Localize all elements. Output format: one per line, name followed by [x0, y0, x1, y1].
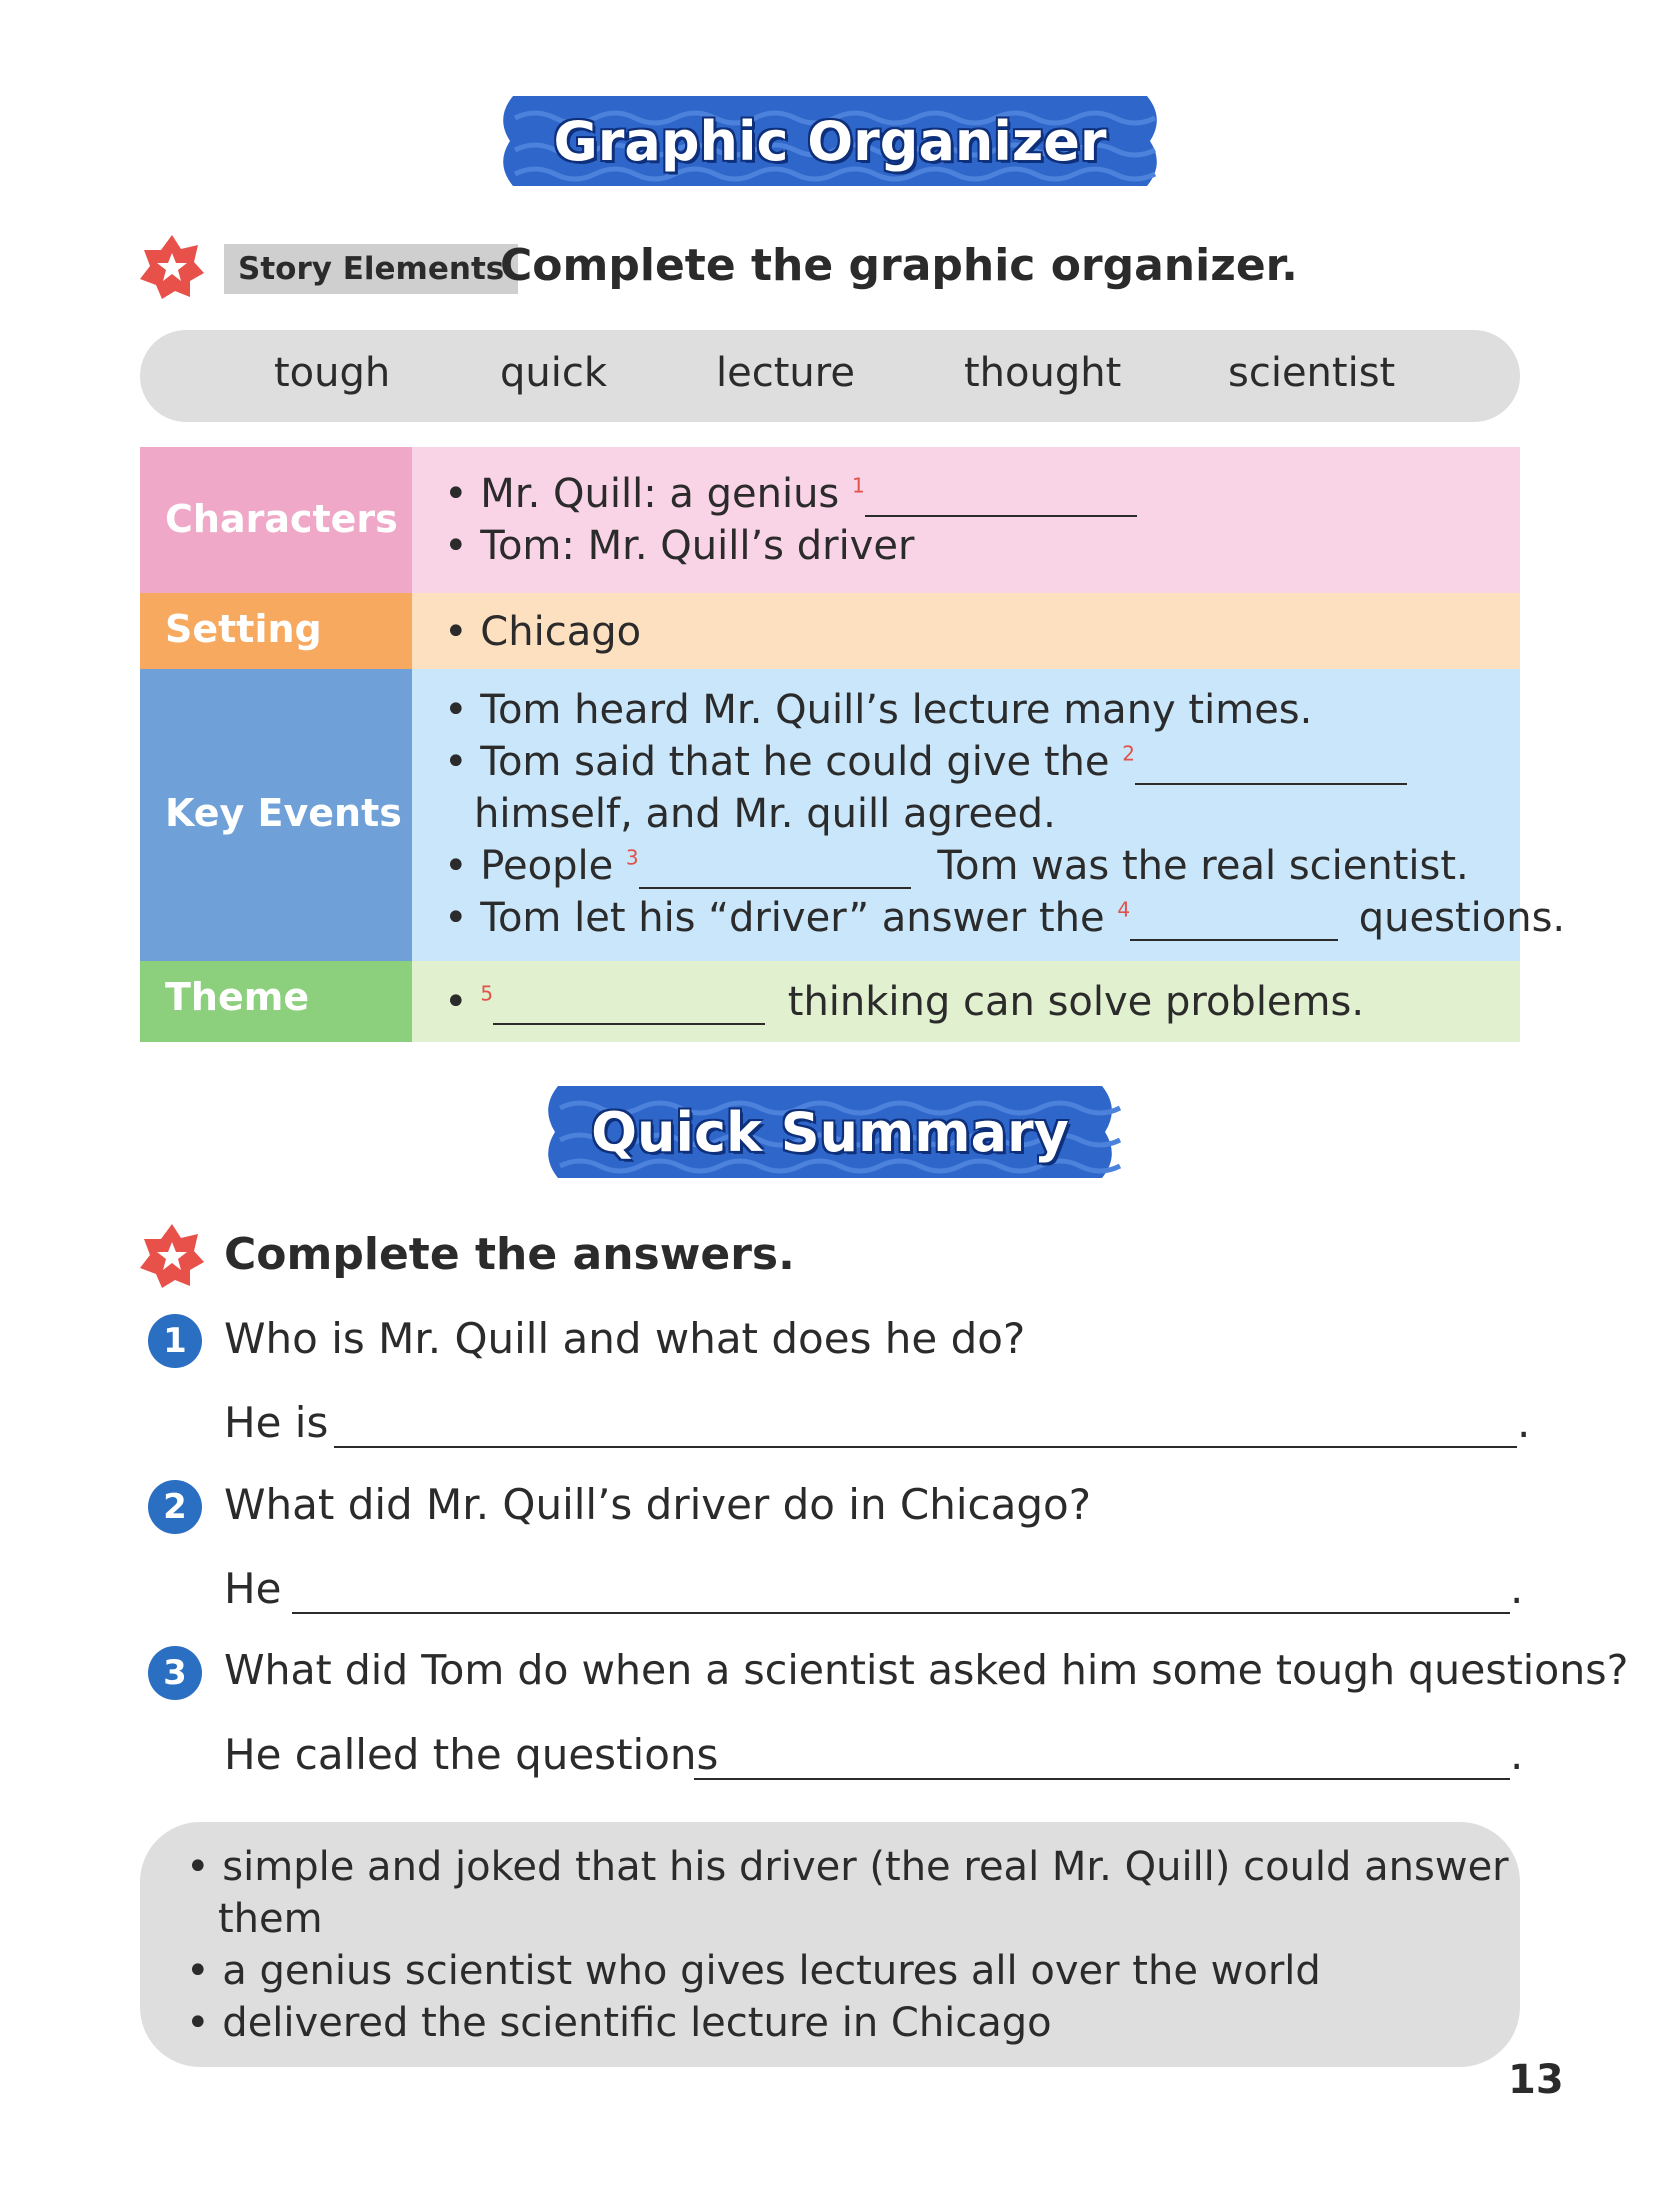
period: . [1517, 1398, 1531, 1447]
blank-4[interactable] [1130, 903, 1338, 941]
blank-number: 5 [480, 981, 494, 1006]
period: . [1510, 1730, 1524, 1779]
key-events-line-2: • Tom said that he could give the $^2$ [444, 739, 1407, 785]
key-events-label: Key Events [140, 669, 412, 961]
key-events-line-4: • People $^3$ Tom was the real scientist. [444, 843, 1469, 889]
question-number-2: 2 [148, 1480, 202, 1534]
setting-line-1: • Chicago [444, 609, 642, 655]
blank-1[interactable] [865, 479, 1137, 517]
blank-2[interactable] [1135, 747, 1407, 785]
story-elements-tag: Story Elements [224, 244, 518, 294]
blank-5[interactable] [493, 987, 765, 1025]
characters-line-2: • Tom: Mr. Quill’s driver [444, 523, 915, 569]
graphic-organizer-banner [495, 88, 1165, 194]
answer-prompt-3: He called the questions [224, 1730, 719, 1779]
word-bank-item: scientist [1228, 350, 1396, 396]
answer-bank [140, 1822, 1520, 2067]
period: . [1510, 1564, 1524, 1613]
quick-summary-banner [540, 1080, 1120, 1184]
key-events-cell [412, 669, 1566, 961]
key-events-line-3: himself, and Mr. quill agreed. [474, 791, 1056, 837]
question-number-1: 1 [148, 1314, 202, 1368]
star-badge-icon [138, 1222, 206, 1290]
setting-row [140, 593, 1520, 669]
answer-prompt-2: He [224, 1564, 282, 1613]
star-badge-icon [138, 233, 206, 301]
story-elements-table [140, 447, 1566, 1042]
question-1: Who is Mr. Quill and what does he do? [224, 1314, 1026, 1363]
graphic-organizer-title: Graphic Organizer [553, 109, 1107, 173]
blank-number: 3 [625, 845, 639, 870]
characters-row [140, 447, 1520, 593]
word-bank-item: lecture [716, 350, 855, 396]
theme-line-1: • $^5$ thinking can solve problems. [444, 979, 1365, 1025]
blank-number: 2 [1122, 741, 1135, 766]
question-number-3: 3 [148, 1646, 202, 1700]
key-events-line-5: • Tom let his “driver” answer the $^4$ questions. [444, 895, 1566, 941]
answer-bank-item-2: • a genius scientist who gives lectures all over the world [186, 1948, 1321, 1994]
word-bank-item: quick [500, 350, 608, 396]
key-events-row [140, 669, 1566, 961]
quick-summary-title: Quick Summary [591, 1100, 1069, 1164]
quick-summary-instruction: Complete the answers. [224, 1229, 795, 1280]
graphic-organizer-instruction: Complete the graphic organizer. [500, 240, 1298, 291]
characters-cell [412, 447, 1520, 593]
word-bank-item: tough [274, 350, 391, 396]
characters-line-1: • Mr. Quill: a genius $^1$ [444, 471, 1137, 517]
blank-number: 1 [852, 473, 865, 498]
answer-line-3[interactable] [694, 1778, 1510, 1780]
setting-label: Setting [140, 593, 412, 669]
question-2: What did Mr. Quill’s driver do in Chicago? [224, 1480, 1092, 1529]
word-bank-item: thought [964, 350, 1122, 396]
answer-bank-item-1-cont: them [218, 1896, 323, 1942]
characters-label: Characters [140, 447, 412, 593]
theme-label: Theme [140, 961, 412, 1042]
word-bank [140, 330, 1520, 422]
page-number: 13 [1508, 2057, 1564, 2103]
answer-line-1[interactable] [334, 1446, 1517, 1448]
key-events-line-1: • Tom heard Mr. Quill’s lecture many times. [444, 687, 1313, 733]
question-3: What did Tom do when a scientist asked him some tough questions? [224, 1646, 1629, 1694]
answer-bank-item-3: • delivered the scientific lecture in Chicago [186, 2000, 1052, 2046]
setting-cell [412, 593, 1520, 669]
answer-line-2[interactable] [292, 1612, 1510, 1614]
answer-prompt-1: He is [224, 1398, 329, 1447]
theme-row [140, 961, 1520, 1042]
blank-number: 4 [1117, 897, 1131, 922]
answer-bank-item-1: • simple and joked that his driver (the real Mr. Quill) could answer [186, 1844, 1509, 1890]
blank-3[interactable] [639, 851, 911, 889]
theme-cell [412, 961, 1520, 1042]
